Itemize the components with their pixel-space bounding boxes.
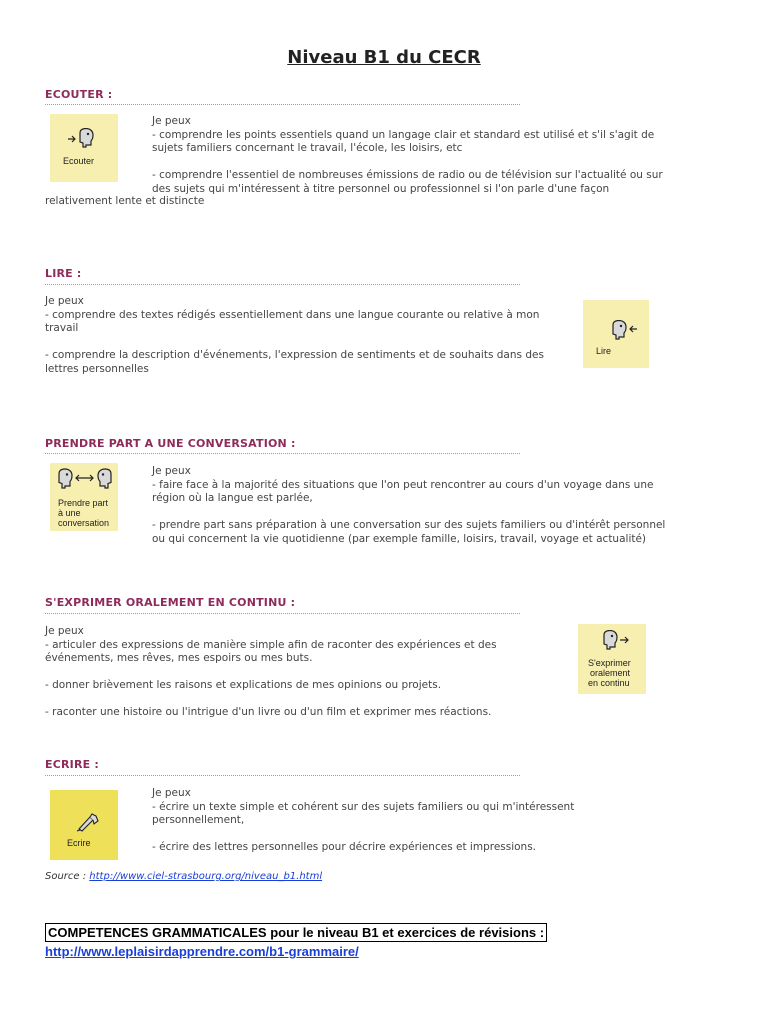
ecrire-line: Je peux [152,787,191,799]
oral-icon-label: S'exprimer [588,658,631,668]
oral-line: Je peux [45,625,84,637]
competences-heading: COMPETENCES GRAMMATICALES pour le niveau B1 et exercices de révisions : [45,923,547,942]
oral-description [45,625,565,720]
ecouter-line: des sujets qui m'intéressent à titre personnel ou professionnel si l'on parle d'une façon [152,182,610,195]
ecrire-description [152,787,712,855]
source-line [45,871,322,882]
ecouter-line: - comprendre les points essentiels quand un langage clair et standard est utilisé et s'il s'agit de [152,128,655,141]
ecrire-line: - écrire des lettres personnelles pour décrire expériences et impressions. [152,841,537,853]
section-divider-ecouter [45,104,520,105]
ecouter-line-continued: relativement lente et distincte [45,195,205,207]
conversation-icon-label: Prendre part [58,498,109,508]
ecouter-description [152,115,712,196]
conversation-icon-label: conversation [58,518,110,528]
oral-icon-box [578,624,646,694]
lire-line: - comprendre la description d'événements, l'expression de sentiments et de souhaits dans des [45,349,544,361]
ecouter-line: - comprendre l'essentiel de nombreuses émissions de radio ou de télévision sur l'actualité ou sur [152,169,663,181]
oral-line: - raconter une histoire ou l'intrigue d'un livre ou d'un film et exprimer mes réactions. [45,706,492,718]
section-heading-conversation: PRENDRE PART A UNE CONVERSATION : [45,437,296,450]
oral-line: - donner brièvement les raisons et explications de mes opinions ou projets. [45,679,442,691]
section-heading-ecrire: ECRIRE : [45,758,99,771]
ecouter-line: sujets familiers concernant le travail, l'école, les loisirs, etc [152,142,463,154]
lire-line: Je peux [45,295,84,307]
ecouter-icon-label: Ecouter [63,156,95,166]
section-divider-lire [45,284,520,285]
conversation-line: région où la langue est parlée, [152,492,313,504]
ecrire-icon-box [50,790,118,860]
oral-line: événements, mes rêves, mes espoirs ou mes buts. [45,652,313,664]
lire-icon-box [583,300,649,368]
conversation-icon-box [50,463,118,531]
page-title: Niveau B1 du CECR [287,47,481,68]
oral-line: - articuler des expressions de manière simple afin de raconter des expériences et des [45,638,497,651]
ecrire-icon-label: Ecrire [67,838,91,848]
lire-icon-label: Lire [596,346,612,356]
conversation-line: - faire face à la majorité des situations que l'on peut rencontrer au cours d'un voyage dans une [152,478,654,491]
listening-head-icon [64,128,100,150]
section-divider-ecrire [45,775,520,776]
lire-description [45,295,565,376]
ecouter-icon-box [50,114,118,182]
lire-line: lettres personnelles [45,362,149,375]
conversation-line: - prendre part sans préparation à une conversation sur des sujets familiers ou d'intérêt personnel [152,519,666,531]
ecouter-line: Je peux [152,115,191,127]
source-link[interactable]: http://www.ciel-strasbourg.org/niveau_b1.html [89,871,323,882]
conversation-line: ou qui concernent la vie quotidienne (par exemple famille, loisirs, travail, voyage et actualité) [152,532,647,545]
reading-head-icon [611,320,647,342]
section-heading-ecouter: ECOUTER : [45,88,113,101]
ecrire-line: - écrire un texte simple et cohérent sur des sujets familiers ou qui m'intéressent [152,800,575,813]
lire-line: - comprendre des textes rédigés essentiellement dans une langue courante ou relative à mon [45,308,540,321]
speaking-head-icon [602,630,632,652]
oral-icon-label: oralement [590,668,631,678]
section-divider-oral [45,613,520,614]
lire-line: travail [45,322,79,334]
writing-hand-icon [76,812,100,832]
section-heading-lire: LIRE : [45,267,82,280]
source-label: Source : [45,871,90,882]
conversation-icon-label: à une [58,508,81,518]
competences-link[interactable]: http://www.leplaisirdapprendre.com/b1-grammaire/ [45,944,359,959]
ecrire-line: personnellement, [152,814,245,826]
conversation-heads-icon [57,468,113,492]
conversation-line: Je peux [152,465,191,477]
section-heading-oral: S'EXPRIMER ORALEMENT EN CONTINU : [45,596,296,609]
conversation-description [152,465,712,546]
oral-icon-label: en continu [588,678,630,688]
section-divider-conversation [45,453,520,454]
